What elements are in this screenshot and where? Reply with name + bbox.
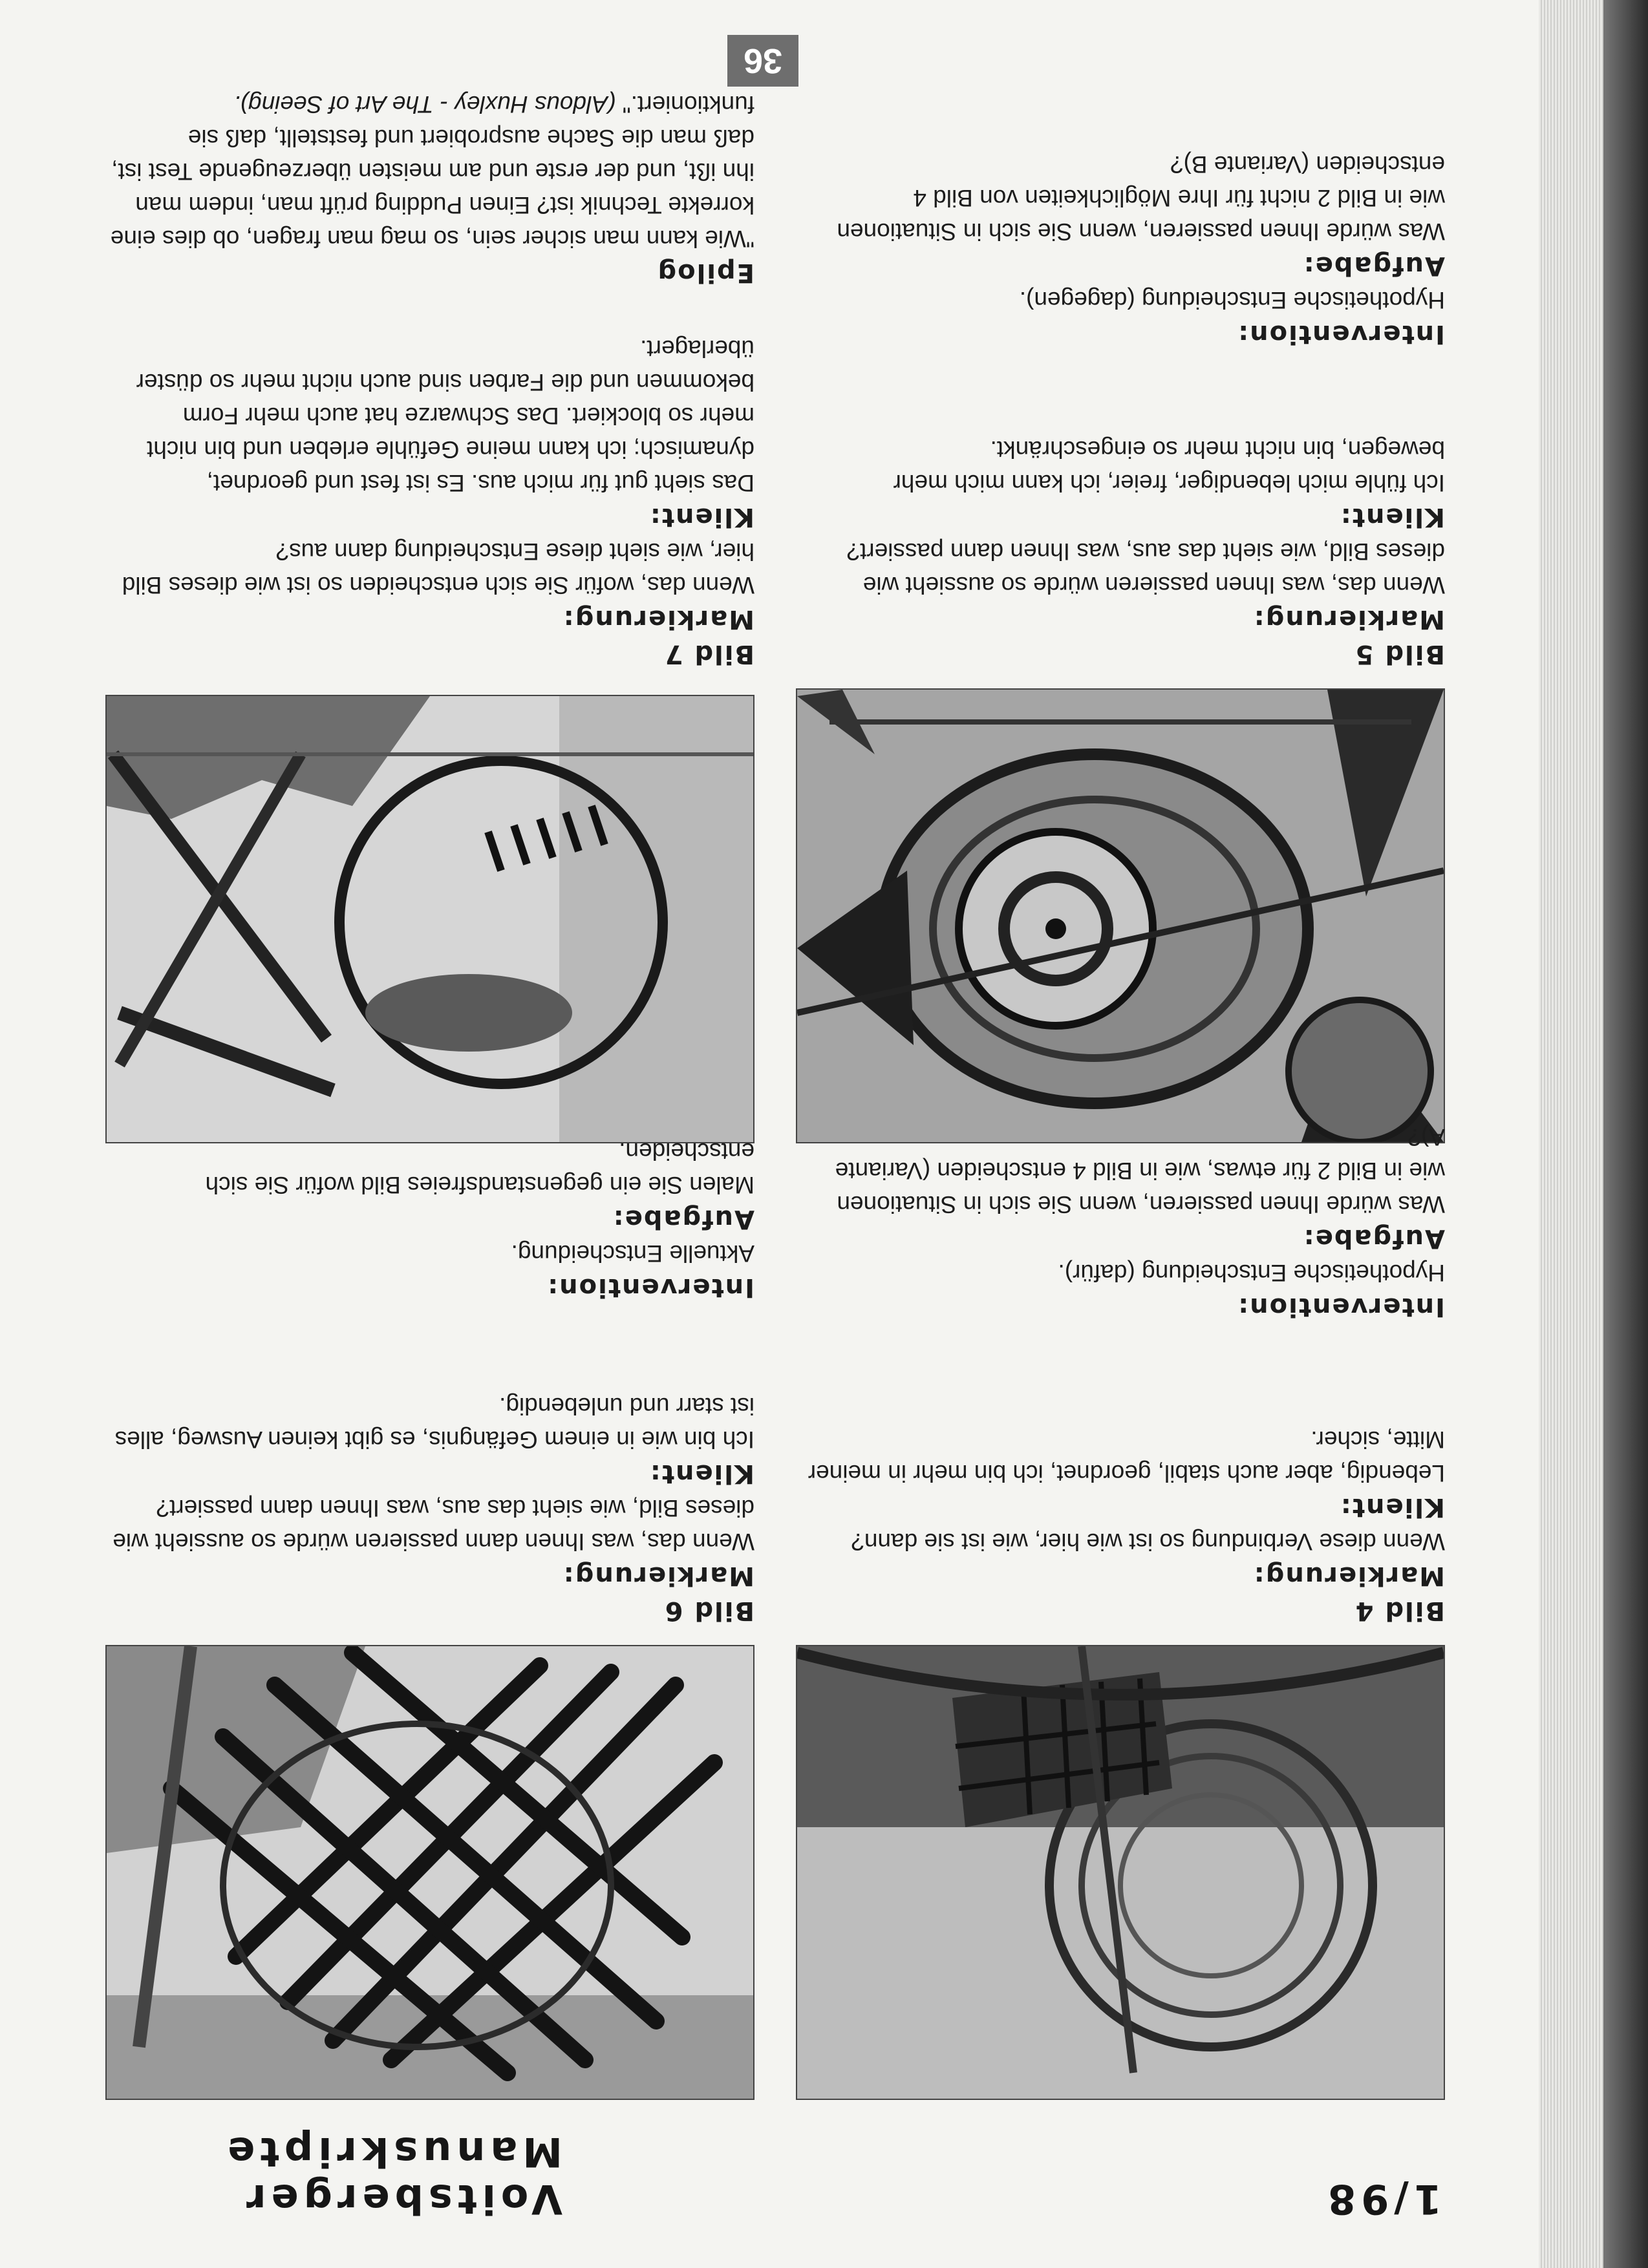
section-intervention-b (798, 147, 1445, 352)
section-bild-7 (108, 332, 754, 672)
drawing-bild-5-art (797, 690, 1444, 1142)
intervention-a-label: Intervention: (1237, 1292, 1445, 1322)
bild-7-mark-label: Markierung: (562, 604, 754, 634)
epilog-quote (108, 87, 754, 255)
bild-6-client-label: Klient: (648, 1459, 754, 1489)
intervention-b-text: Hypothetische Entscheidung (dagegen). (1019, 287, 1445, 313)
bild-4-client-label: Klient: (1339, 1492, 1445, 1522)
bild-5-mark-text: Wenn das, was Ihnen passieren würde so aussieht wie dieses Bild, wie sieht das aus, was Ihnen dann passiert? (846, 538, 1445, 599)
page-number: 36 (727, 35, 798, 87)
bild-5-client-text: Ich fühle mich lebendiger, freier, ich kann mich mehr bewegen, bin nicht mehr so eingeschränkt. (893, 436, 1445, 496)
bild-4-mark-text: Wenn diese Verbindung so ist wie hier, wie ist sie dann? (851, 1529, 1445, 1555)
bild-5-title: Bild 5 (1354, 639, 1445, 669)
intervention-a-text: Hypothetische Entscheidung (dafür). (1058, 1260, 1445, 1286)
drawing-bild-7-art (107, 696, 753, 1142)
bild-7-client-text: Das sieht gut für mich aus. Es ist fest und geordnet, dynamisch; ich kann meine Gefühle erleben und bin nicht mehr so blockiert. Das Schwarze hat auch mehr Form bekommen und die Farben sind auch nicht mehr so düster überlagert. (136, 335, 754, 496)
intervention-a-task-text: Was würde Ihnen passieren, wenn Sie sich in Situationen wie in Bild 2 für etwas, wie in Bild 4 entscheiden (Variante A)? (835, 1124, 1445, 1218)
bild-6-title: Bild 6 (663, 1596, 754, 1626)
epilog-title: Epilog (656, 258, 754, 288)
binding-shadow (1603, 0, 1648, 2268)
section-intervention-c (108, 1134, 754, 1305)
epilog-attribution: (Aldous Huxley - The Art of Seeing). (233, 91, 616, 118)
intervention-b-task-label: Aufgabe: (1302, 251, 1445, 281)
bild-4-title: Bild 4 (1354, 1596, 1445, 1626)
bild-6-client-text: Ich bin wie in einem Gefängnis, es gibt keinen Ausweg, alles ist starr und unlebendig. (114, 1393, 754, 1453)
journal-title: Voitsberger Manuskripte (222, 2128, 562, 2223)
intervention-c-task-text: Malen Sie ein gegenstandsfreies Bild wofür Sie sich entscheiden. (205, 1138, 754, 1198)
intervention-c-task-label: Aufgabe: (612, 1204, 754, 1234)
issue-number: 1/98 (1322, 2176, 1442, 2223)
bild-6-mark-label: Markierung: (562, 1561, 754, 1591)
intervention-b-task-text: Was würde Ihnen passieren, wenn Sie sich in Situationen wie in Bild 2 nicht für Ihre Möglichkeiten von Bild 4 entscheiden (Variante B)? (837, 151, 1445, 245)
drawing-bild-5 (796, 688, 1445, 1143)
page-edges (1539, 0, 1603, 2268)
bild-7-title: Bild 7 (663, 639, 754, 669)
intervention-a-task-label: Aufgabe: (1302, 1224, 1445, 1253)
drawing-bild-6-art (107, 1646, 753, 2099)
drawing-bild-4-art (797, 1646, 1444, 2099)
intervention-c-text: Aktuelle Entscheidung. (511, 1240, 754, 1267)
section-epilog (108, 87, 754, 290)
intervention-c-label: Intervention: (546, 1273, 754, 1302)
printed-page (26, 0, 1539, 2268)
epilog-quote-text: "Wie kann man sicher sein, so mag man fragen, ob dies eine korrekte Technik ist? Einen Pudding prüft man, indem man ihn ißt, und der erste und am meisten überzeugende Test ist, daß man die Sache ausprobiert und feststellt, daß sie funktioniert." (110, 91, 754, 252)
bild-7-client-label: Klient: (648, 502, 754, 532)
section-intervention-a (798, 1120, 1445, 1324)
bild-4-mark-label: Markierung: (1252, 1561, 1445, 1591)
bild-6-mark-text: Wenn das, was Ihnen dann passieren würde so aussieht wie dieses Bild, wie sieht das aus, was Ihnen dann passiert? (112, 1495, 754, 1555)
drawing-bild-7 (105, 695, 754, 1143)
section-bild-6 (108, 1389, 754, 1628)
bild-4-client-text: Lebendig, aber auch stabil, geordnet, ich bin mehr in meiner Mitte, sicher. (808, 1426, 1445, 1487)
bild-7-mark-text: Wenn das, wofür Sie sich entscheiden so ist wie dieses Bild hier, wie sieht diese Entscheidung dann aus? (122, 538, 754, 599)
intervention-b-label: Intervention: (1237, 319, 1445, 349)
drawing-bild-4 (796, 1645, 1445, 2100)
section-bild-5 (798, 432, 1445, 672)
bild-5-mark-label: Markierung: (1252, 604, 1445, 634)
section-bild-4 (798, 1423, 1445, 1628)
drawing-bild-6 (105, 1645, 754, 2100)
bild-5-client-label: Klient: (1339, 502, 1445, 532)
